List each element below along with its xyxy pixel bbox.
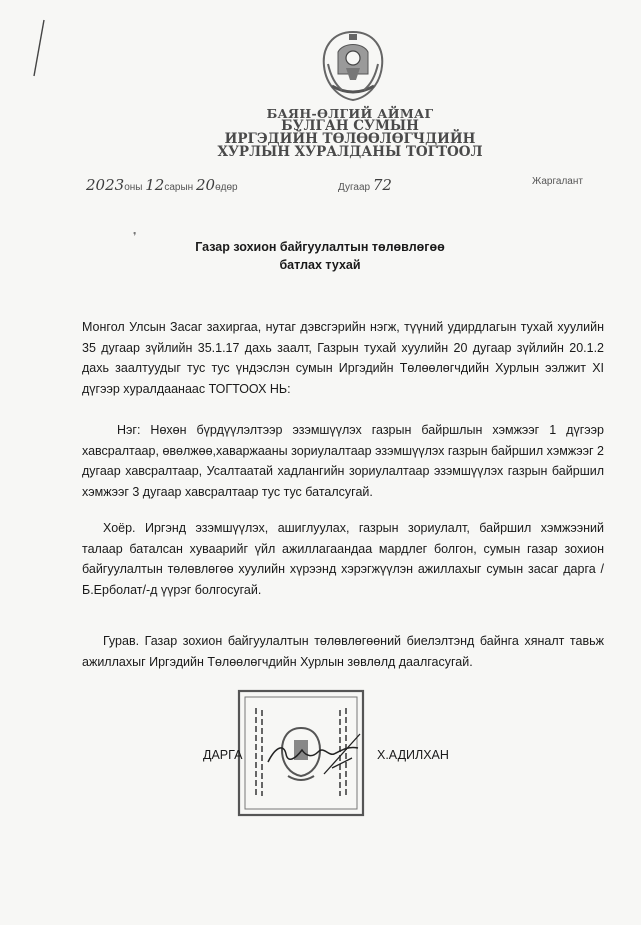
resolution-date bbox=[86, 176, 238, 194]
title-line-2: батлах тухай bbox=[279, 258, 361, 272]
resolution-place: Жаргалант bbox=[532, 176, 583, 187]
preamble-paragraph: Монгол Улсын Засаг захиргаа, нутаг дэвсгэрийн нэгж, түүний удирдлагын тухай хуулийн 35 дугаар зүйлийн 35.1.17 дахь заалт, Газрын тухай хуулийн 20 дугаар зүйлийн 20.1.2 дахь заалтуудыг тус тус үндэслэн сумын Иргэдийн Төлөөлөгчдийн Хурлын ээлжит XI дүгээр хуралдаанаас ТОГТООХ НЬ: bbox=[82, 320, 604, 396]
resolution-number bbox=[338, 176, 392, 194]
clause-one-paragraph: Нэг: Нөхөн бүрдүүлэлтээр эзэмшүүлэх газрын байршлын хэмжээг 1 дүгээр хавсралтаар, өвөлжөө,хаваржааны зориулалтаар эзэмшүүлэх газрын байршил хэмжээг 2 дугаар хавсралтаар, Усалтаатай хадлангийн зориулалтаар эзэмшүүлэх газрын байршил хэмжээг 3 дугаар хавсралтаар тус тус баталсугай. bbox=[82, 423, 604, 499]
date-day-label: өдөр bbox=[215, 182, 238, 193]
date-year-label: оны bbox=[124, 182, 143, 193]
header-province: БАЯН-ӨЛГИЙ АЙМАГ bbox=[266, 106, 434, 121]
date-month: 12 bbox=[145, 176, 165, 194]
date-day: 20 bbox=[195, 176, 216, 194]
title-line-1: Газар зохион байгуулалтын төлөвлөгөө bbox=[195, 240, 445, 254]
number-value: 72 bbox=[372, 176, 392, 194]
signatory-name: Х.АДИЛХАН bbox=[377, 748, 449, 762]
header-council: ИРГЭДИЙН ТӨЛӨӨЛӨГЧДИЙН bbox=[224, 131, 476, 147]
header-resolution: ХУРЛЫН ХУРАЛДАНЫ ТОГТООЛ bbox=[217, 144, 483, 160]
number-label: Дугаар bbox=[338, 182, 371, 193]
date-year: 2023 bbox=[86, 176, 125, 194]
date-month-label: сарын bbox=[164, 182, 194, 193]
signatory-title: ДАРГА bbox=[203, 748, 243, 762]
issuer-header bbox=[210, 108, 490, 159]
handwritten-signature bbox=[262, 728, 372, 778]
pen-stroke-mark bbox=[30, 18, 50, 78]
clause-three-paragraph: Гурав. Газар зохион байгуулалтын төлөвлөгөөний биелэлтэнд байнга хяналт тавьж ажиллахыг Иргэдийн Төлөөлөгчдийн Хурлын зөвлөлд даалгасугай. bbox=[82, 634, 604, 669]
state-emblem-icon bbox=[318, 28, 388, 104]
clause-two-paragraph: Хоёр. Иргэнд эзэмшүүлэх, ашиглуулах, газрын зориулалт, байршил хэмжээний талаар баталсан хуваарийг үйл ажиллагаандаа мардлег болгон, сумын газар зохион байгуулалтын төлөвлөгөө хуулийн хүрээнд хэрэгжүүлэн ажиллахыг сумын засаг дарга /Б.Ерболат/-д үүрэг болгосугай. bbox=[82, 521, 604, 597]
resolution-title bbox=[160, 238, 480, 274]
header-soum: БУЛГАН СУМЫН bbox=[281, 118, 419, 134]
scan-speck: ❜ bbox=[133, 231, 137, 243]
